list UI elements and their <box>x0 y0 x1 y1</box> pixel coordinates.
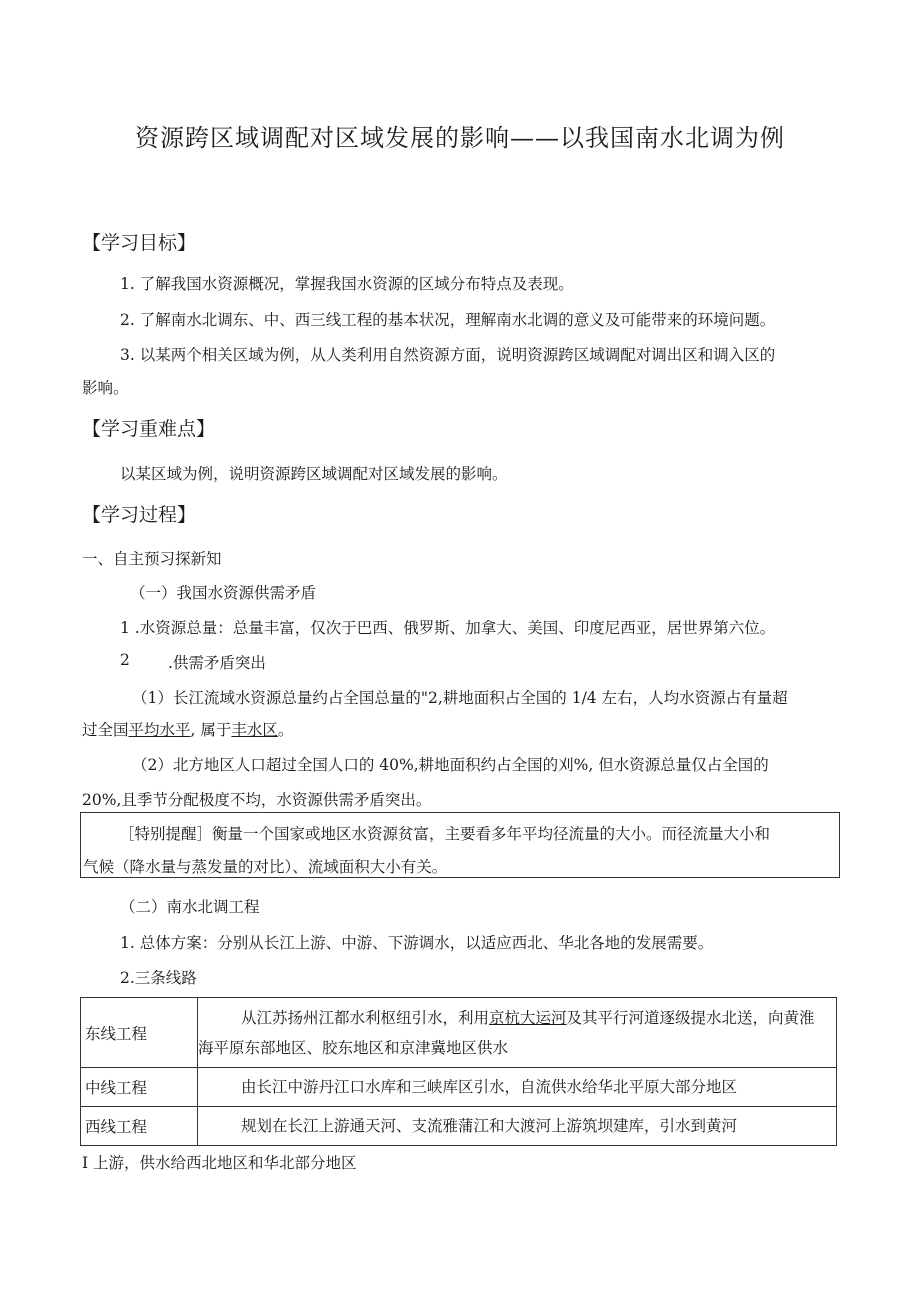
objective-item-3-cont: 影响。 <box>82 379 129 397</box>
average-level-link: 平均水平 <box>128 721 191 739</box>
overall-plan: 1. 总体方案：分别从长江上游、中游、下游调水，以适应西北、华北各地的发展需要。 <box>120 934 714 952</box>
special-tip-box <box>80 812 840 878</box>
west-route-desc: 规划在长江上游通天河、支流雅蒲江和大渡河上游筑坝建库，引水到黄河 <box>198 1107 837 1146</box>
tip-line1: ［特别提醒］衡量一个国家或地区水资源贫富，主要看多年平均径流量的大小。而径流量大小和 <box>119 825 771 843</box>
sub1-heading: （一）我国水资源供需矛盾 <box>130 584 317 602</box>
grand-canal-link: 京杭大运河 <box>489 1008 567 1027</box>
table-row <box>81 1107 837 1146</box>
objectives-heading: 【学习目标】 <box>82 232 197 254</box>
key-points-text: 以某区域为例，说明资源跨区域调配对区域发展的影响。 <box>120 465 508 483</box>
item2-text: .供需矛盾突出 <box>168 654 266 672</box>
objective-item-2: 2. 了解南水北调东、中、西三线工程的基本状况，理解南水北调的意义及可能带来的环境问题。 <box>120 311 776 329</box>
table-row <box>81 998 837 1068</box>
objective-item-1: 1. 了解我国水资源概况，掌握我国水资源的区域分布特点及表现。 <box>120 275 574 293</box>
routes-heading: 2.三条线路 <box>120 969 197 987</box>
objective-item-3: 3. 以某两个相关区域为例，从人类利用自然资源方面，说明资源跨区域调配对调出区和调入区的 <box>120 346 776 364</box>
p1-line2: 过全国平均水平, 属于丰水区。 <box>82 721 294 739</box>
process-heading: 【学习过程】 <box>82 504 197 526</box>
middle-route-desc: 由长江中游丹江口水库和三峡库区引水，自流供水给华北平原大部分地区 <box>198 1068 837 1107</box>
routes-table <box>80 997 837 1146</box>
p2-line2: 20%,且季节分配极度不均，水资源供需矛盾突出。 <box>82 791 432 809</box>
water-rich-zone-link: 丰水区 <box>231 721 278 739</box>
p2-line1: （2）北方地区人口超过全国人口的 40%,耕地面积约占全国的刈%, 但水资源总量仅占全国的 <box>132 756 769 774</box>
item1: 1 .水资源总量：总量丰富，仅次于巴西、俄罗斯、加拿大、美国、印度尼西亚，居世界第六位。 <box>120 619 776 637</box>
west-route-name: 西线工程 <box>81 1107 198 1146</box>
west-route-continuation: I 上游，供水给西北地区和华北部分地区 <box>82 1154 357 1172</box>
middle-route-name: 中线工程 <box>81 1068 198 1107</box>
east-route-desc: 从江苏扬州江都水利枢纽引水，利用京杭大运河及其平行河道逐级提水北送，向黄淮海平原东部地区、胶东地区和京津冀地区供水 <box>198 998 837 1068</box>
item2-num: 2 <box>120 651 130 669</box>
east-route-name: 东线工程 <box>81 998 198 1068</box>
p1-line1: （1）长江流域水资源总量约占全国总量的"2,耕地面积占全国的 1/4 左右，人均水资源占有量超 <box>132 689 788 707</box>
sub2-heading: （二）南水北调工程 <box>120 898 260 916</box>
page-title: 资源跨区域调配对区域发展的影响——以我国南水北调为例 <box>135 124 785 152</box>
table-row <box>81 1068 837 1107</box>
part1-heading: 一、自主预习探新知 <box>82 550 222 568</box>
key-points-heading: 【学习重难点】 <box>82 418 216 440</box>
tip-line2: 气候（降水量与蒸发量的对比）、流域面积大小有关。 <box>83 858 448 876</box>
